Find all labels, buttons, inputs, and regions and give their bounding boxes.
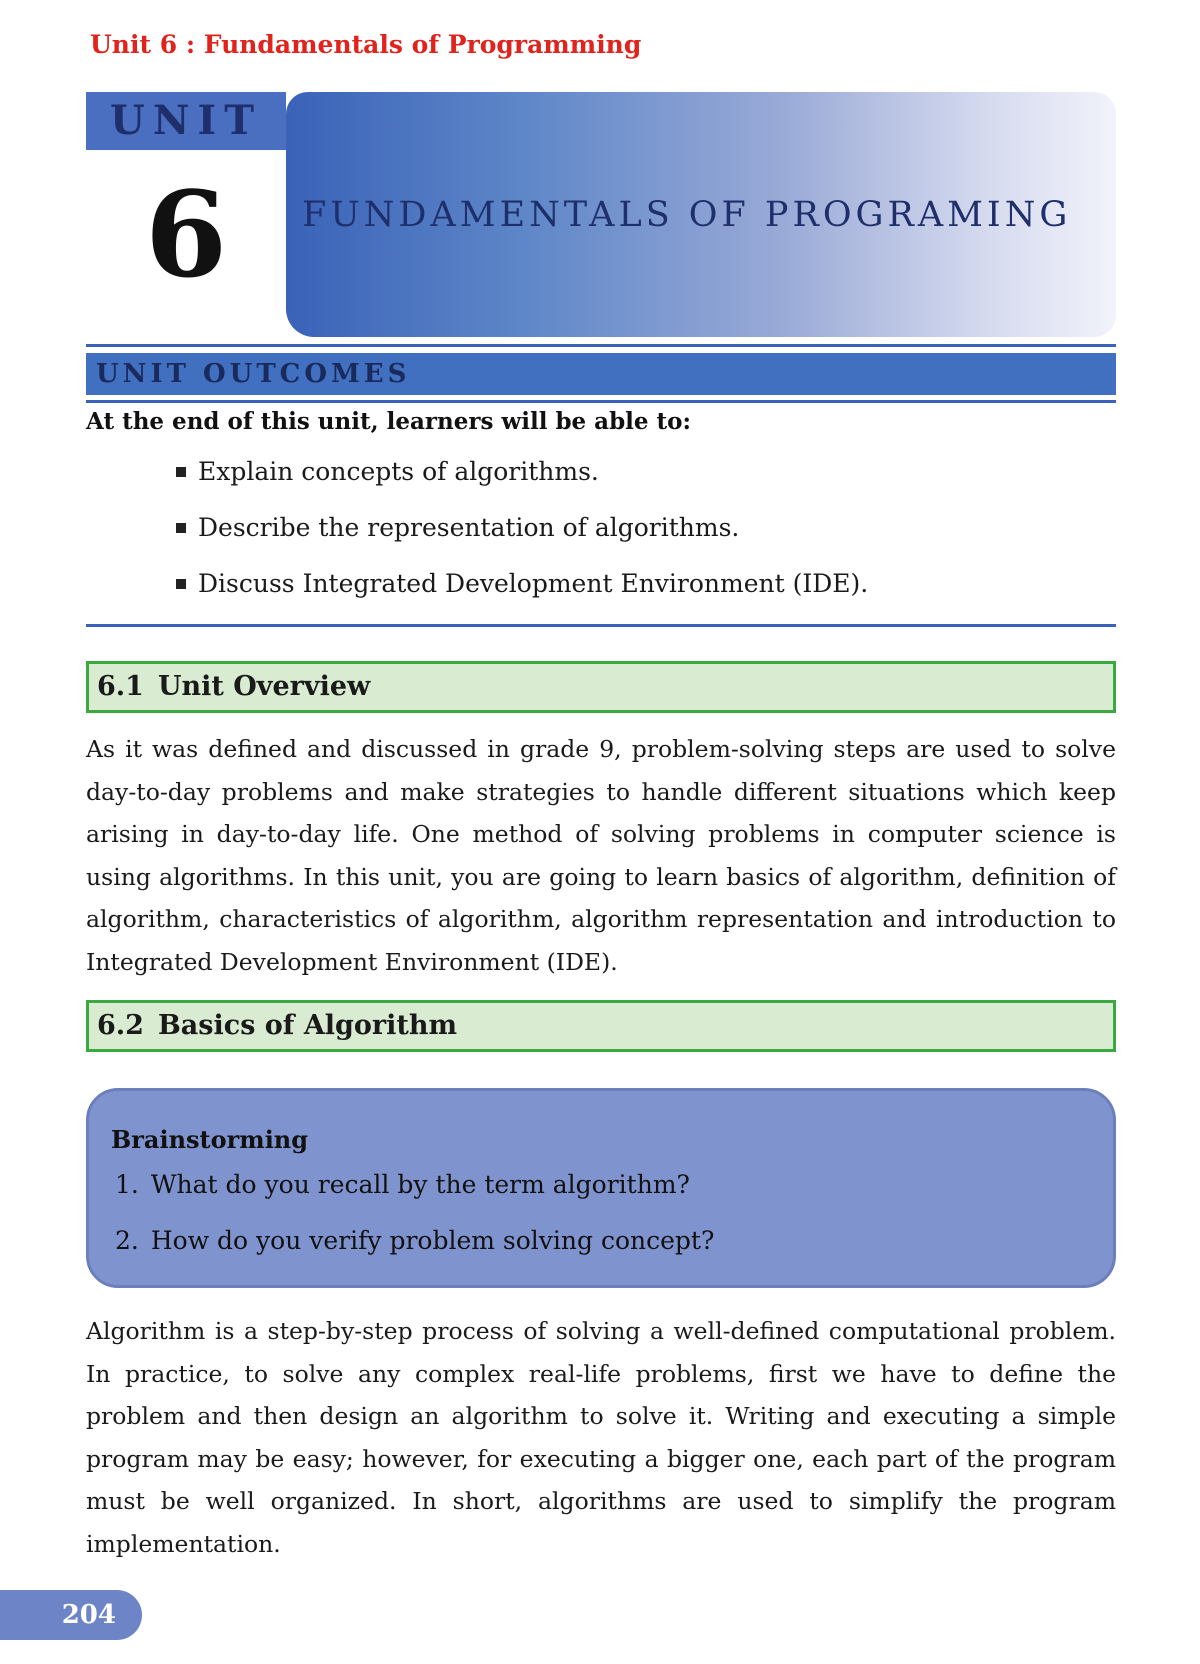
section-title: Unit Overview — [157, 671, 371, 702]
question-number: 1. — [115, 1170, 139, 1199]
outcome-item — [176, 564, 868, 620]
outcomes-intro: At the end of this unit, learners will be able to: — [86, 408, 691, 435]
outcome-list — [176, 452, 868, 620]
page-number-badge: 204 — [0, 1590, 142, 1640]
outcome-text: Explain concepts of algorithms. — [198, 457, 599, 486]
section-heading-basics-of-algorithm — [86, 1000, 1116, 1052]
unit-overview-paragraph: As it was defined and discussed in grade 9, problem-solving steps are used to solve day-to-day problems and make strategies to handle different situations which keep arising in day-to-day life. One method of solving problems in computer science is using algorithms. In this unit, you are going to learn basics of algorithm, definition of algorithm, characteristics of algorithm, algorithm representation and introduction to Integrated Development Environment (IDE). — [86, 735, 1116, 976]
unit-number: 6 — [144, 165, 228, 304]
brainstorming-title: Brainstorming — [111, 1125, 309, 1154]
section-number: 6.2 — [97, 1010, 144, 1041]
outcome-text: Describe the representation of algorithms. — [198, 513, 740, 542]
outcome-item — [176, 508, 868, 564]
question-text: How do you verify problem solving concept? — [150, 1226, 715, 1255]
brainstorming-box — [86, 1088, 1116, 1288]
brainstorming-question — [115, 1217, 714, 1273]
section-title: Basics of Algorithm — [157, 1010, 458, 1041]
question-text: What do you recall by the term algorithm? — [150, 1170, 690, 1199]
outcomes-bottom-rule — [86, 624, 1116, 627]
outcomes-top-rule — [86, 344, 1116, 347]
square-bullet-icon — [176, 579, 186, 589]
outcomes-mid-rule — [86, 400, 1116, 403]
unit-title: FUNDAMENTALS OF PROGRAMING — [302, 195, 1072, 235]
section-heading-unit-overview — [86, 661, 1116, 713]
outcomes-heading: UNIT OUTCOMES — [86, 353, 1116, 395]
question-number: 2. — [115, 1226, 139, 1255]
running-header: Unit 6 : Fundamentals of Programming — [90, 30, 642, 59]
square-bullet-icon — [176, 523, 186, 533]
brainstorming-questions — [115, 1161, 714, 1273]
algorithm-definition-paragraph: Algorithm is a step-by-step process of solving a well-defined computational problem. In practice, to solve any complex real-life problems, first we have to define the problem and then design an algorithm to solve it. Writing and executing a simple program may be easy; however, for executing a bigger one, each part of the program must be well organized. In short, algorithms are used to simplify the program implementation. — [86, 1317, 1116, 1558]
square-bullet-icon — [176, 467, 186, 477]
unit-label: UNIT — [86, 92, 286, 150]
section-number: 6.1 — [97, 671, 144, 702]
outcome-text: Discuss Integrated Development Environment (IDE). — [198, 569, 869, 598]
brainstorming-question — [115, 1161, 714, 1217]
outcome-item — [176, 452, 868, 508]
